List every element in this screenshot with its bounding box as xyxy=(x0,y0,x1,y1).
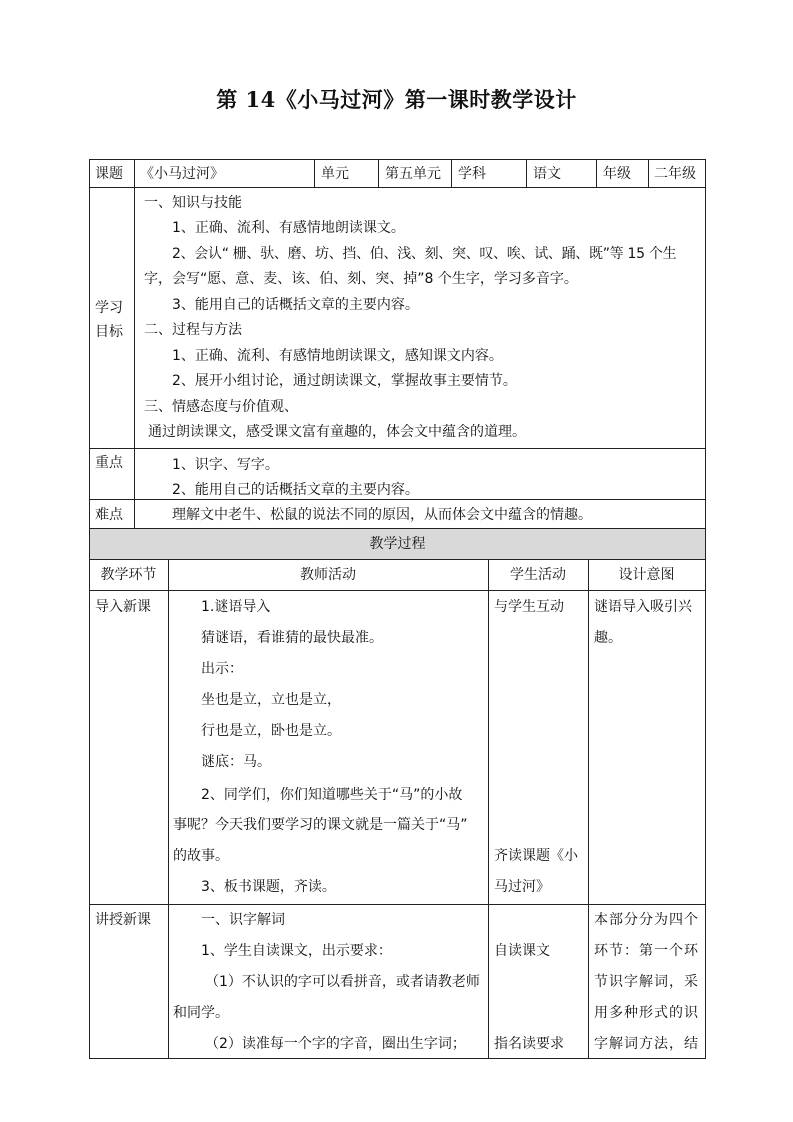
table-rule xyxy=(648,159,649,187)
teacher-activity-line: 1.谜语导入 xyxy=(201,599,271,615)
key-point-line: 2、能用自己的话概括文章的主要内容。 xyxy=(172,482,419,498)
table-rule xyxy=(596,159,597,187)
column-header-intent: 设计意图 xyxy=(618,567,675,583)
goals-label: 学习 xyxy=(95,300,123,316)
key-point-line: 1、识字、写字。 xyxy=(172,457,279,473)
table-rule xyxy=(89,448,706,449)
teacher-activity-line: 2、同学们，你们知道哪些关于“马”的小故 xyxy=(201,787,463,803)
goal-line: 1、正确、流利、有感情地朗读课文。 xyxy=(172,220,405,236)
design-intent: 字解词方法，结 xyxy=(594,1036,699,1052)
teacher-activity-line: 谜底：马。 xyxy=(201,754,271,770)
design-intent: 本部分分为四个 xyxy=(594,912,699,928)
goal-line: 2、会认“ 栅、驮、磨、坊、挡、伯、浅、刻、突、叹、唉、试、踊、既”等 15 个生 xyxy=(172,246,677,262)
stage-lesson: 讲授新课 xyxy=(95,912,151,928)
column-header-student: 学生活动 xyxy=(510,567,566,583)
table-rule xyxy=(89,559,706,560)
goal-line: 二、过程与方法 xyxy=(144,322,242,338)
table-rule xyxy=(314,159,315,187)
teacher-activity-line: 3、板书课题，齐读。 xyxy=(201,879,336,895)
goal-line: 3、能用自己的话概括文章的主要内容。 xyxy=(172,297,419,313)
table-border-right xyxy=(705,159,706,1059)
table-rule xyxy=(89,528,706,529)
grade-value: 二年级 xyxy=(654,166,696,182)
subject-label: 学科 xyxy=(458,166,486,182)
goal-line: 一、知识与技能 xyxy=(144,195,242,211)
table-rule xyxy=(451,159,452,187)
unit-label: 单元 xyxy=(321,166,349,182)
table-border-bottom xyxy=(89,1058,706,1059)
student-activity: 与学生互动 xyxy=(494,599,564,615)
design-intent: 谜语导入吸引兴 xyxy=(594,599,692,615)
teacher-activity-line: 猜谜语，看谁猜的最快最准。 xyxy=(201,630,383,646)
table-rule xyxy=(134,159,135,528)
table-rule xyxy=(526,159,527,187)
subject-value: 语文 xyxy=(533,166,561,182)
design-intent: 趣。 xyxy=(594,630,622,646)
student-activity: 指名读要求 xyxy=(494,1036,564,1052)
teacher-activity-line: （1）不认识的字可以看拼音，或者请教老师 xyxy=(205,974,480,990)
goals-label: 目标 xyxy=(95,324,123,340)
table-rule xyxy=(89,187,706,188)
column-header-teacher: 教师活动 xyxy=(300,567,356,583)
teacher-activity-line: 出示： xyxy=(201,661,243,677)
teacher-activity-line: 坐也是立，立也是立， xyxy=(201,692,341,708)
difficulty-label: 难点 xyxy=(95,507,123,523)
goal-line: 三、情感态度与价值观、 xyxy=(144,399,298,415)
table-rule xyxy=(588,559,589,1059)
key-points-label: 重点 xyxy=(95,455,123,471)
unit-value: 第五单元 xyxy=(385,166,441,182)
teacher-activity-line: 1、学生自读课文，出示要求： xyxy=(201,943,392,959)
goal-line: 1、正确、流利、有感情地朗读课文，感知课文内容。 xyxy=(172,348,503,364)
table-border-left xyxy=(89,159,90,1059)
grade-label: 年级 xyxy=(603,166,631,182)
student-activity: 齐读课题《小 xyxy=(494,848,578,864)
goal-line: 通过朗读课文，感受课文富有童趣的，体会文中蕴含的道理。 xyxy=(148,424,526,440)
document-title: 第 14《小马过河》第一课时教学设计 xyxy=(216,87,577,112)
table-rule xyxy=(168,559,169,1059)
teacher-activity-line: 和同学。 xyxy=(173,1005,229,1021)
design-intent: 用多种形式的识 xyxy=(594,1005,699,1021)
stage-intro: 导入新课 xyxy=(95,599,151,615)
table-rule xyxy=(378,159,379,187)
topic-label: 课题 xyxy=(95,166,123,182)
teacher-activity-line: 的故事。 xyxy=(173,848,229,864)
topic-value: 《小马过河》 xyxy=(140,166,224,182)
student-activity: 马过河》 xyxy=(494,879,550,895)
goal-line: 2、展开小组讨论，通过朗读课文，掌握故事主要情节。 xyxy=(172,373,517,389)
teacher-activity-line: 事呢？今天我们要学习的课文就是一篇关于“马” xyxy=(173,817,468,833)
table-border-top xyxy=(89,159,706,160)
student-activity: 自读课文 xyxy=(494,943,550,959)
teacher-activity-line: 一、识字解词 xyxy=(201,912,285,928)
goal-line: 字，会写“愿、意、麦、该、伯、刻、突、掉”8 个生字，学习多音字。 xyxy=(144,271,578,287)
difficulty-text: 理解文中老牛、松鼠的说法不同的原因，从而体会文中蕴含的情趣。 xyxy=(172,507,592,523)
column-header-stage: 教学环节 xyxy=(100,567,157,583)
process-header: 教学过程 xyxy=(369,536,426,552)
design-intent: 节识字解词，采 xyxy=(594,974,699,990)
teacher-activity-line: （2）读准每一个字的字音，圈出生字词； xyxy=(205,1036,466,1052)
table-rule xyxy=(488,559,489,1059)
design-intent: 环节：第一个环 xyxy=(594,943,699,959)
teacher-activity-line: 行也是立，卧也是立。 xyxy=(201,723,341,739)
table-rule xyxy=(89,904,706,905)
table-rule xyxy=(89,590,706,591)
